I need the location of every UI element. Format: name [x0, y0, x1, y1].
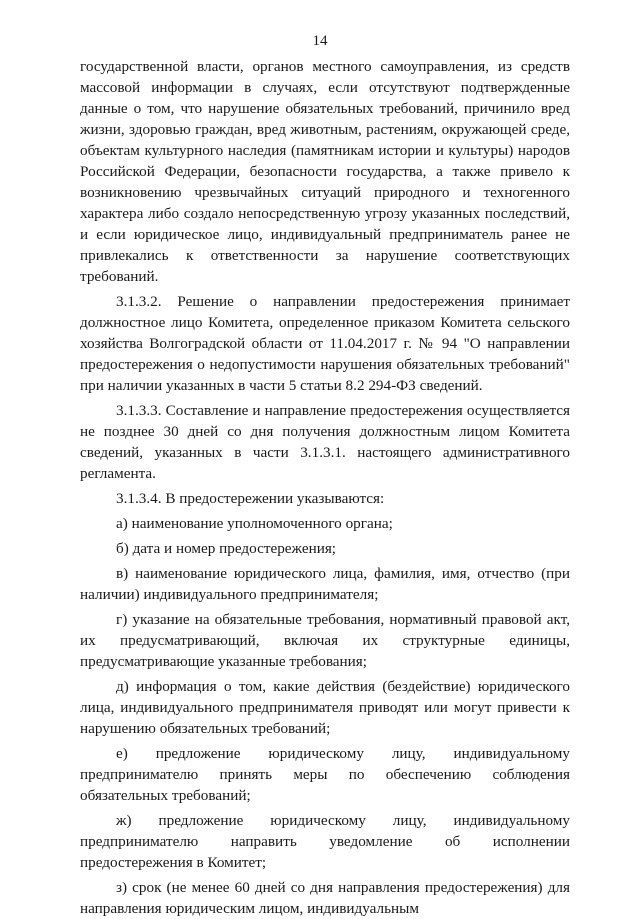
paragraph-3-1-3-2: 3.1.3.2. Решение о направлении предостережения принимает должностное лицо Комитета, определенное приказом Комитета сельского хозяйства Волгоградской области от 11.04.2017 г. № 94 "О направлении предостережения о недопустимости нарушения обязательных требований" при наличии указанных в части 5 статьи 8.2 294-ФЗ сведений.: [80, 293, 570, 394]
list-item-g: г) указание на обязательные требования, нормативный правовой акт, их предусматривающий, включая их структурные единицы, предусматривающие указанные требования;: [80, 611, 570, 670]
list-item-b: б) дата и номер предостережения;: [116, 540, 337, 557]
paragraph-3-1-3-4: 3.1.3.4. В предостережении указываются:: [116, 490, 385, 507]
list-item-d: д) информация о том, какие действия (бездействие) юридического лица, индивидуального предпринимателя приводят или могут привести к нарушению обязательных требований;: [80, 678, 570, 737]
list-item-zh: ж) предложение юридическому лицу, индивидуальному предпринимателю направить уведомление об исполнении предостережения в Комитет;: [80, 812, 570, 871]
list-item-a: а) наименование уполномоченного органа;: [116, 515, 393, 532]
list-item-z: з) срок (не менее 60 дней со дня направления предостережения) для направления юридическим лицом, индивидуальным: [80, 879, 570, 917]
page-number: 14: [312, 33, 328, 49]
paragraph-3-1-3-3: 3.1.3.3. Составление и направление предостережения осуществляется не позднее 30 дней со дня получения должностным лицом Комитета сведений, указанных в части 3.1.3.1. настоящего административного регламента.: [80, 402, 570, 482]
document-body: [80, 56, 570, 919]
list-item-v: в) наименование юридического лица, фамилия, имя, отчество (при наличии) индивидуального предпринимателя;: [80, 565, 570, 603]
list-item-e: е) предложение юридическому лицу, индивидуальному предпринимателю принять меры по обеспечению соблюдения обязательных требований;: [80, 745, 570, 804]
paragraph-continuation: государственной власти, органов местного самоуправления, из средств массовой информации в случаях, если отсутствуют подтвержденные данные о том, что нарушение обязательных требований, причинило вред жизни, здоровью граждан, вред животным, растениям, окружающей среде, объектам культурного наследия (памятникам истории и культуры) народов Российской Федерации, безопасности государства, а также привело к возникновению чрезвычайных ситуаций природного и техногенного характера либо создало непосредственную угрозу указанных последствий, и если юридическое лицо, индивидуальный предприниматель ранее не привлекались к ответственности за нарушение соответствующих требований.: [80, 58, 570, 285]
